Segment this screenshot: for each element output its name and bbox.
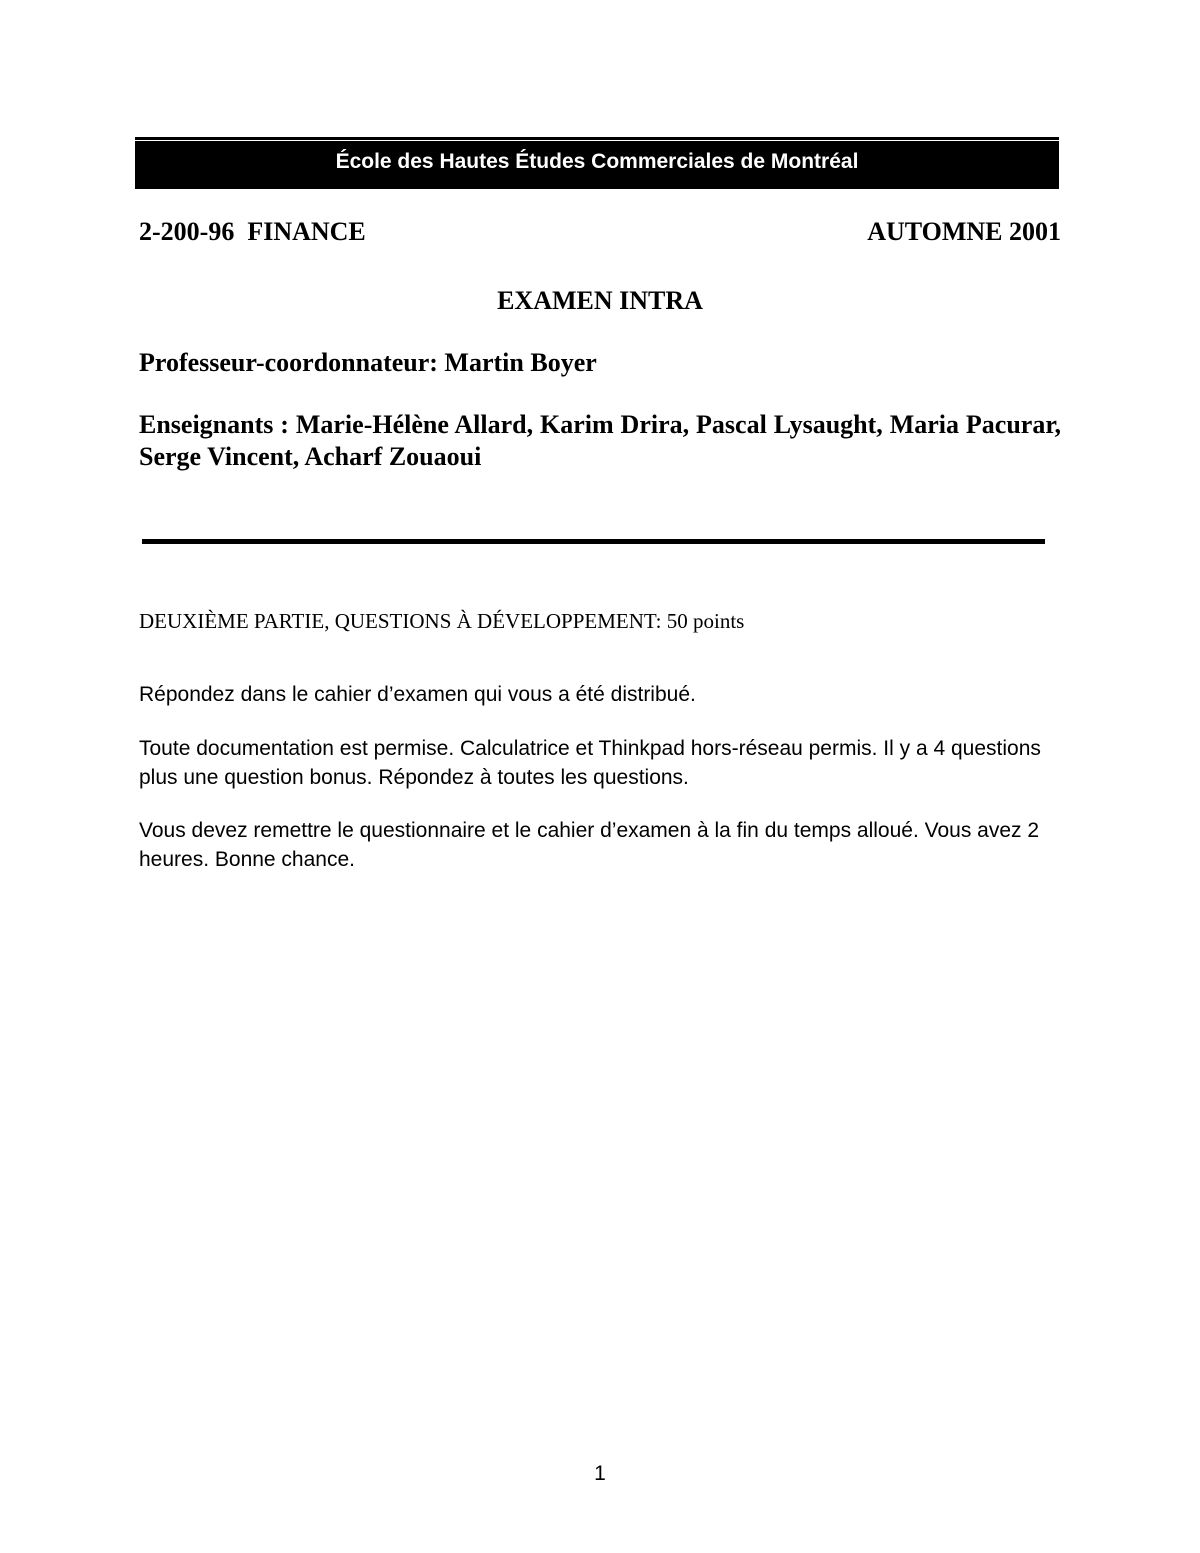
institution-banner	[135, 137, 1059, 189]
page-number: 1	[594, 1462, 606, 1485]
institution-name: École des Hautes Études Commerciales de Montréal	[335, 150, 859, 173]
instruction-paragraph: Toute documentation est permise. Calculatrice et Thinkpad hors-réseau permis. Il y a 4 questions plus une question bonus. Répondez à toutes les questions.	[139, 737, 1041, 789]
instruction-paragraph: Répondez dans le cahier d’examen qui vous a été distribué.	[139, 683, 696, 706]
instruction-paragraph: Vous devez remettre le questionnaire et le cahier d’examen à la fin du temps alloué. Vous avez 2 heures. Bonne chance.	[139, 819, 1040, 871]
section-title: DEUXIÈME PARTIE, QUESTIONS À DÉVELOPPEMENT: 50 points	[139, 609, 745, 633]
exam-title: EXAMEN INTRA	[497, 286, 703, 315]
teachers-list: Enseignants : Marie-Hélène Allard, Karim Drira, Pascal Lysaught, Maria Pacurar, Serge Vincent, Acharf Zouaoui	[139, 410, 1061, 471]
course-code: 2-200-96 FINANCE	[139, 217, 366, 246]
coordinator: Professeur-coordonnateur: Martin Boyer	[139, 348, 597, 377]
semester: AUTOMNE 2001	[867, 217, 1061, 246]
horizontal-divider	[142, 539, 1045, 544]
banner-top-rule	[135, 140, 1059, 141]
